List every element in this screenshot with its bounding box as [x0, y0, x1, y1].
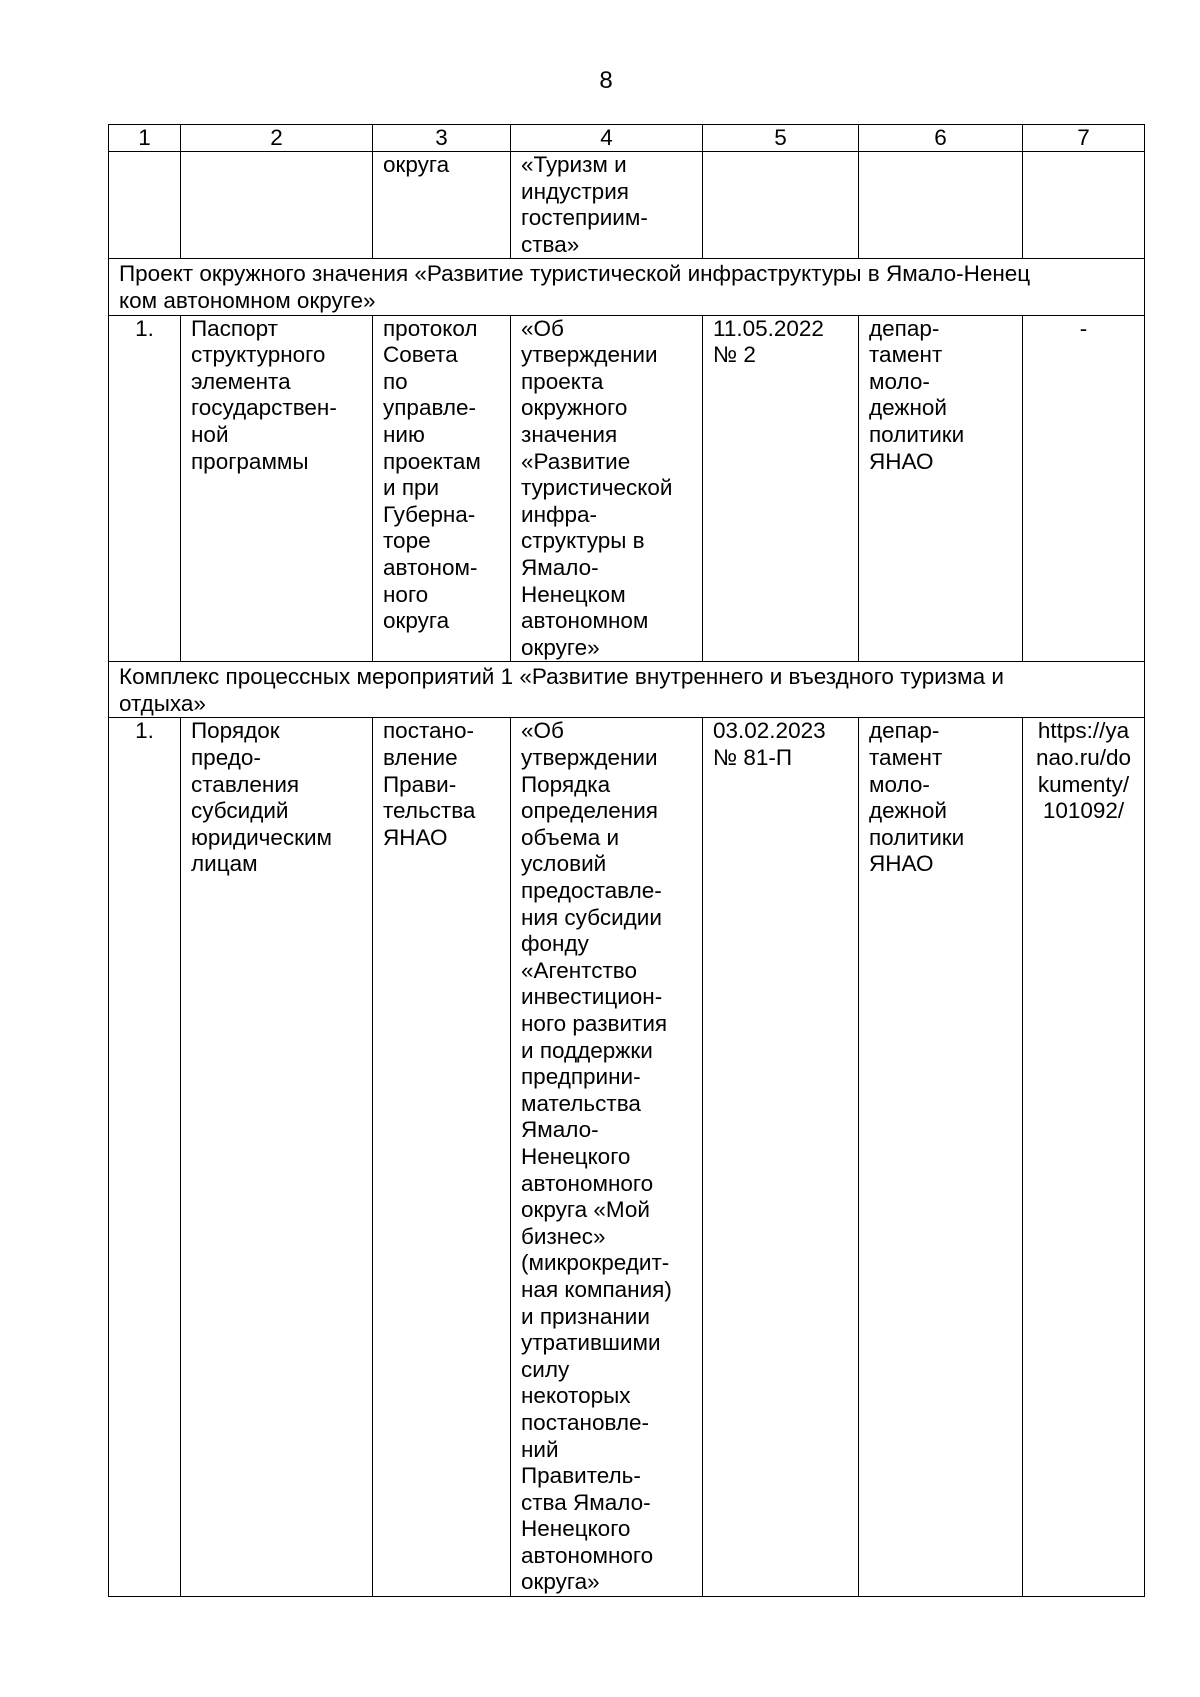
column-number-2: 2 [181, 125, 373, 152]
table-header-row [109, 125, 1145, 152]
table-cell: «Туризм и индустрия гостеприим- ства» [511, 152, 703, 259]
row-number: 1. [109, 718, 181, 1597]
column-number-1: 1 [109, 125, 181, 152]
document-type-cell: Порядок предо- ставления субсидий юридическим лицам [181, 718, 373, 1597]
date-number-cell: 03.02.2023 № 81-П [703, 718, 859, 1597]
table-row [109, 315, 1145, 662]
section-title: Комплекс процессных мероприятий 1 «Развитие внутреннего и въездного туризма и отдыха» [109, 662, 1145, 718]
table-cell [109, 152, 181, 259]
table-cell [1023, 152, 1145, 259]
column-number-3: 3 [373, 125, 511, 152]
documents-table [108, 124, 1145, 1597]
document-name-cell: «Об утверждении Порядка определения объема и условий предоставле- ния субсидии фонду «Агентство инвестицион- ного развития и поддержки предприни- мательства Ямало- Ненецкого автономного округа «Мой бизнес» (микрокредит- ная компания) и признании утратившими силу некоторых постановле- ний Правитель- ства Ямало- Ненецкого автономного округа» [511, 718, 703, 1597]
section-title-row [109, 259, 1145, 315]
table-row [109, 718, 1145, 1597]
issuer-cell: постано- вление Прави- тельства ЯНАО [373, 718, 511, 1597]
column-number-7: 7 [1023, 125, 1145, 152]
table-cell: округа [373, 152, 511, 259]
column-number-4: 4 [511, 125, 703, 152]
document-name-cell: «Об утверждении проекта окружного значения «Развитие туристической инфра- структуры в Ямало- Ненецком автономном округе» [511, 315, 703, 662]
link-cell: - [1023, 315, 1145, 662]
document-type-cell: Паспорт структурного элемента государствен- ной программы [181, 315, 373, 662]
issuer-cell: протокол Совета по управле- нию проектам и при Губерна- торе автоном- ного округа [373, 315, 511, 662]
page-number: 8 [599, 67, 613, 94]
table-cell [859, 152, 1023, 259]
section-title: Проект окружного значения «Развитие туристической инфраструктуры в Ямало-Ненец ком автономном округе» [109, 259, 1145, 315]
responsible-cell: депар- тамент моло- дежной политики ЯНАО [859, 718, 1023, 1597]
column-number-6: 6 [859, 125, 1023, 152]
continuation-row [109, 152, 1145, 259]
row-number: 1. [109, 315, 181, 662]
table-cell [703, 152, 859, 259]
section-title-row [109, 662, 1145, 718]
link-cell[interactable]: https://ya nao.ru/do kumenty/ 101092/ [1023, 718, 1145, 1597]
table-cell [181, 152, 373, 259]
column-number-5: 5 [703, 125, 859, 152]
date-number-cell: 11.05.2022 № 2 [703, 315, 859, 662]
responsible-cell: депар- тамент моло- дежной политики ЯНАО [859, 315, 1023, 662]
